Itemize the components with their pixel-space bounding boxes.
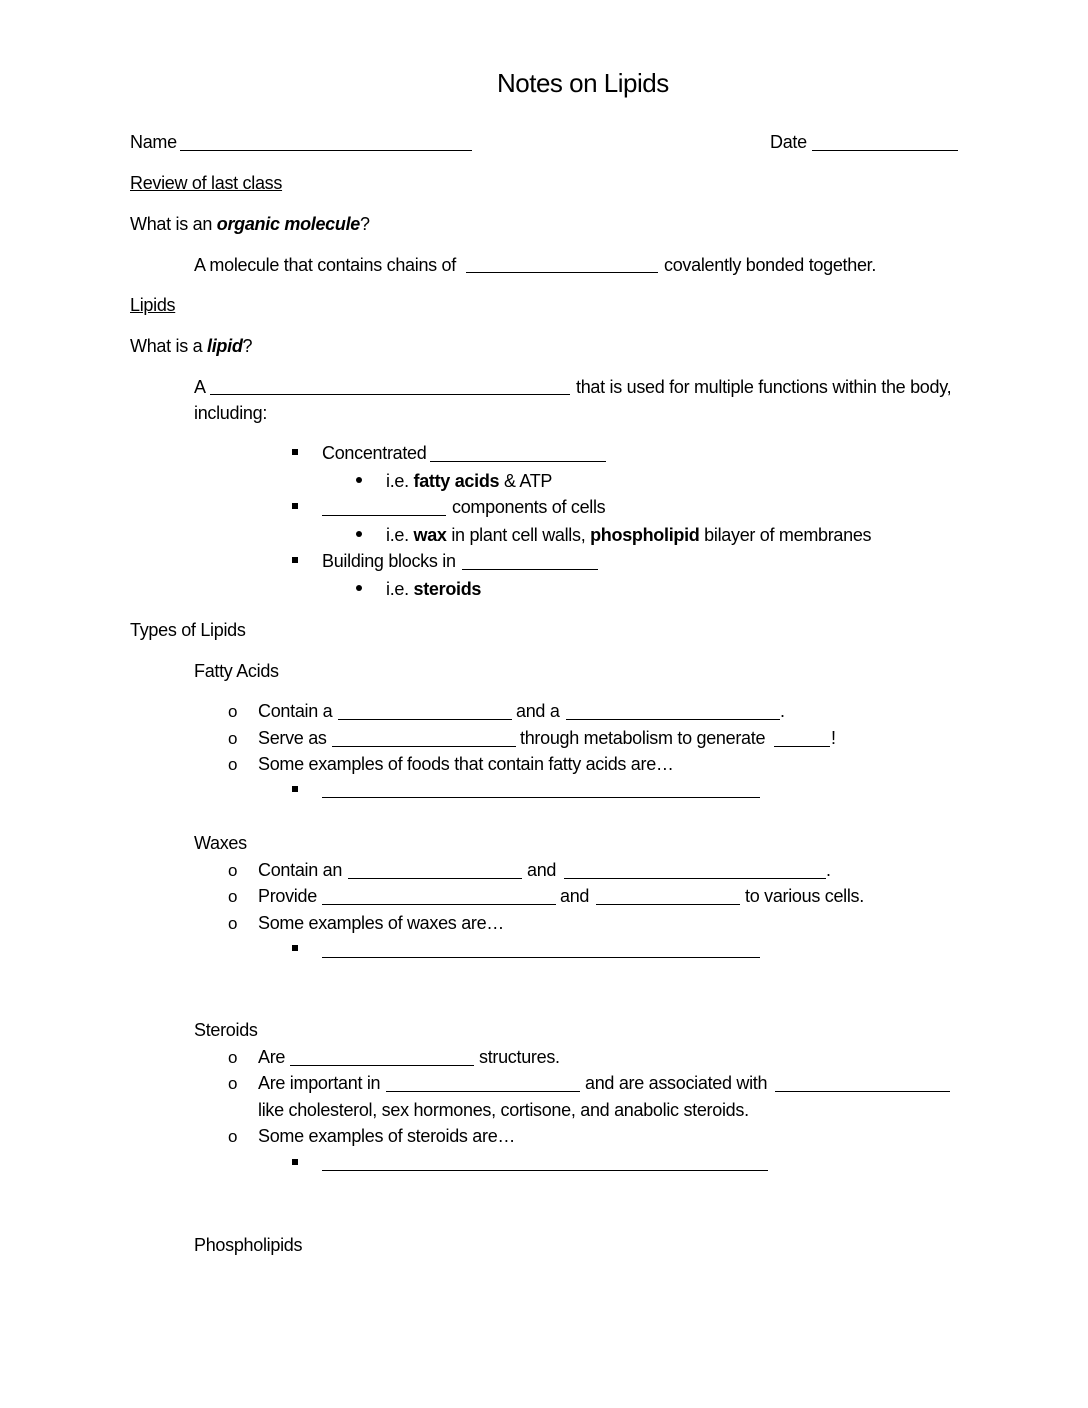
- lipid-answer-cont: including:: [194, 403, 268, 423]
- steroid-item-3-a: Some examples of steroids are…: [258, 1126, 516, 1146]
- phospholipids-heading: Phospholipids: [194, 1235, 303, 1255]
- blank-steroid-1[interactable]: [290, 1065, 474, 1066]
- types-heading: Types of Lipids: [130, 620, 246, 640]
- hollow-bullet-icon: o: [228, 914, 238, 933]
- example-text: in plant cell walls,: [446, 525, 591, 545]
- steroid-item-1-a: Are: [258, 1047, 286, 1067]
- hollow-bullet-icon: o: [228, 755, 238, 774]
- square-bullet-icon: [292, 557, 298, 563]
- organic-molecule-question: [130, 214, 370, 234]
- steroid-item-2-c: like cholesterol, sex hormones, cortisone, and anabolic steroids.: [258, 1100, 749, 1120]
- organic-molecule-answer-suffix: covalently bonded together.: [664, 255, 877, 275]
- example-prefix: i.e.: [386, 579, 414, 599]
- review-heading: Review of last class: [130, 173, 283, 193]
- name-label: Name: [130, 132, 177, 152]
- wax-item-1-b: and: [527, 860, 557, 880]
- blank-fa-1a[interactable]: [338, 719, 512, 720]
- round-bullet-icon: [356, 585, 362, 591]
- steroid-item-1-b: structures.: [479, 1047, 560, 1067]
- blank-steroid-2a[interactable]: [386, 1091, 580, 1092]
- function-1-text: Concentrated: [322, 443, 427, 463]
- lipid-answer-prefix: A: [194, 377, 206, 397]
- wax-item-2-c: to various cells.: [745, 886, 864, 906]
- blank-wax-1a[interactable]: [348, 878, 522, 879]
- lipid-answer-suffix: that is used for multiple functions within the body,: [576, 377, 952, 397]
- wax-item-3-a: Some examples of waxes are…: [258, 913, 505, 933]
- round-bullet-icon: [356, 531, 362, 537]
- function-2-example: [386, 525, 871, 545]
- function-1-example: [386, 471, 552, 491]
- blank-fa-2b[interactable]: [774, 746, 830, 747]
- square-bullet-icon: [292, 449, 298, 455]
- fa-item-2-a: Serve as: [258, 728, 327, 748]
- blank-wax-examples[interactable]: [322, 957, 760, 958]
- lipids-heading: Lipids: [130, 295, 176, 315]
- function-3-text: Building blocks in: [322, 551, 456, 571]
- blank-lipid-definition[interactable]: [210, 394, 570, 395]
- fa-item-2-c: !: [831, 728, 836, 748]
- page-title: Notes on Lipids: [497, 68, 669, 98]
- example-bold: wax: [413, 525, 447, 545]
- hollow-bullet-icon: o: [228, 1127, 238, 1146]
- square-bullet-icon: [292, 1159, 298, 1165]
- blank-function-3[interactable]: [462, 569, 598, 570]
- organic-molecule-answer-prefix: A molecule that contains chains of: [194, 255, 456, 275]
- square-bullet-icon: [292, 503, 298, 509]
- date-label: Date: [770, 132, 807, 152]
- fa-item-2-b: through metabolism to generate: [520, 728, 766, 748]
- question-prefix: What is an: [130, 214, 217, 234]
- hollow-bullet-icon: o: [228, 729, 238, 748]
- question-term: organic molecule: [216, 214, 360, 234]
- function-3-example: [386, 579, 481, 599]
- fa-item-1-b: and a: [516, 701, 560, 721]
- lipid-question: [130, 336, 252, 356]
- question-term: lipid: [207, 336, 243, 356]
- example-text: bilayer of membranes: [699, 525, 872, 545]
- wax-item-1-a: Contain an: [258, 860, 343, 880]
- wax-item-2-b: and: [560, 886, 590, 906]
- example-text: & ATP: [499, 471, 553, 491]
- blank-organic-chains[interactable]: [466, 272, 658, 273]
- blank-fa-examples[interactable]: [322, 797, 760, 798]
- name-field[interactable]: [180, 150, 472, 151]
- question-suffix: ?: [360, 214, 370, 234]
- question-prefix: What is a: [130, 336, 208, 356]
- hollow-bullet-icon: o: [228, 887, 238, 906]
- blank-wax-2a[interactable]: [322, 904, 556, 905]
- hollow-bullet-icon: o: [228, 702, 238, 721]
- hollow-bullet-icon: o: [228, 861, 238, 880]
- example-bold: fatty acids: [413, 471, 500, 491]
- blank-wax-2b[interactable]: [596, 904, 740, 905]
- steroid-item-2-b: and are associated with: [585, 1073, 768, 1093]
- fa-item-1-a: Contain a: [258, 701, 333, 721]
- blank-wax-1b[interactable]: [564, 878, 826, 879]
- wax-item-2-a: Provide: [258, 886, 317, 906]
- waxes-heading: Waxes: [194, 833, 247, 853]
- fatty-acids-heading: Fatty Acids: [194, 661, 279, 681]
- example-prefix: i.e.: [386, 471, 414, 491]
- blank-fa-1b[interactable]: [566, 719, 780, 720]
- square-bullet-icon: [292, 945, 298, 951]
- example-prefix: i.e.: [386, 525, 414, 545]
- blank-fa-2a[interactable]: [332, 746, 516, 747]
- steroids-heading: Steroids: [194, 1020, 258, 1040]
- date-field[interactable]: [812, 150, 958, 151]
- blank-function-1[interactable]: [430, 461, 606, 462]
- fa-item-1-c: .: [780, 701, 785, 721]
- steroid-item-2-a: Are important in: [258, 1073, 381, 1093]
- blank-steroid-examples[interactable]: [322, 1170, 768, 1171]
- example-bold: steroids: [413, 579, 482, 599]
- function-2-text: components of cells: [452, 497, 606, 517]
- example-bold: phospholipid: [590, 525, 700, 545]
- blank-steroid-2b[interactable]: [775, 1091, 950, 1092]
- square-bullet-icon: [292, 786, 298, 792]
- round-bullet-icon: [356, 477, 362, 483]
- wax-item-1-c: .: [826, 860, 831, 880]
- blank-function-2[interactable]: [322, 515, 446, 516]
- question-suffix: ?: [242, 336, 253, 356]
- fa-item-3-a: Some examples of foods that contain fatty acids are…: [258, 754, 674, 774]
- hollow-bullet-icon: o: [228, 1074, 238, 1093]
- hollow-bullet-icon: o: [228, 1048, 238, 1067]
